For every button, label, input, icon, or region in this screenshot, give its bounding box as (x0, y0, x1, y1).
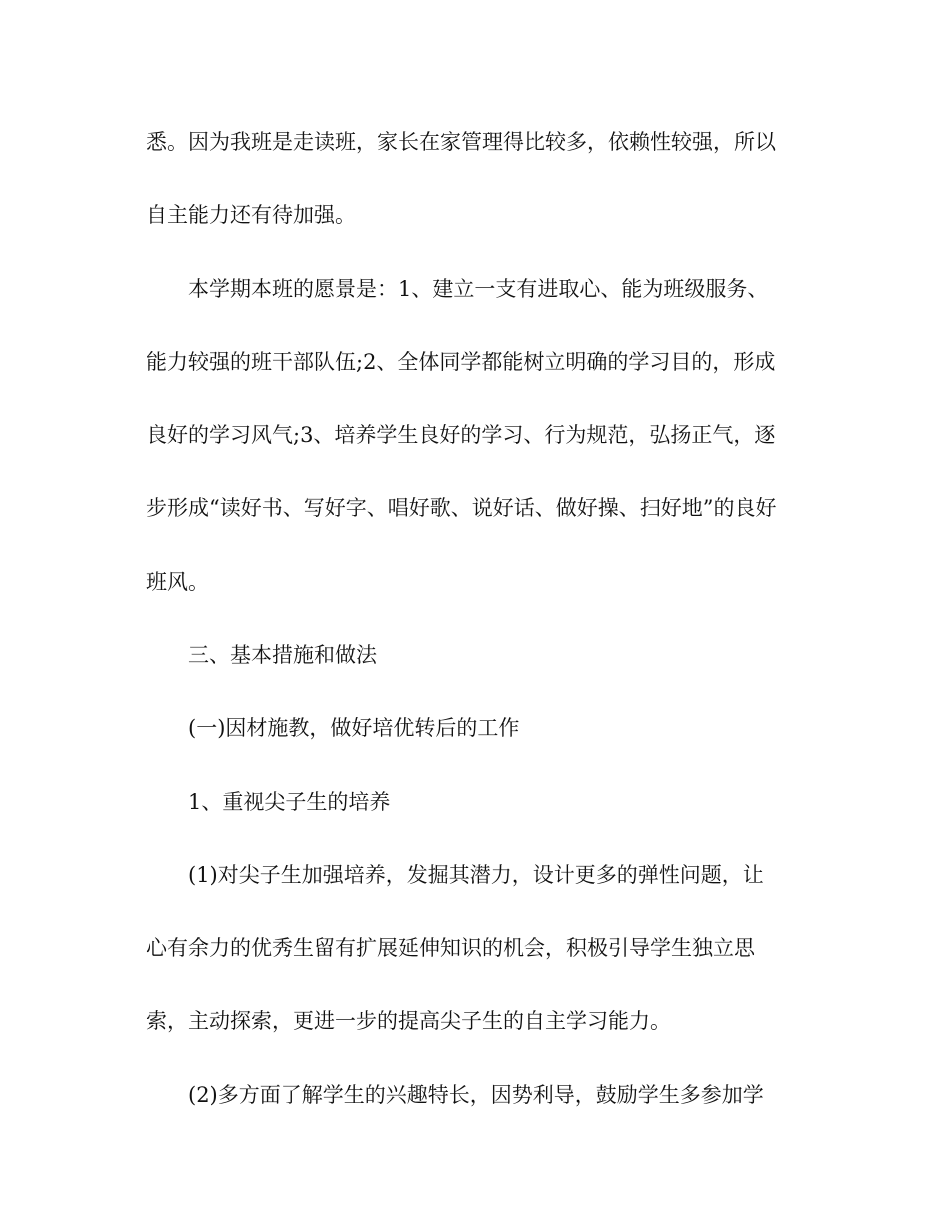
text-line: 能力较强的班干部队伍;2、全体同学都能树立明确的学习目的，形成 (146, 350, 776, 374)
paragraph-start-line: (1)对尖子生加强培养，发掘其潜力，设计更多的弹性问题，让 (188, 863, 764, 887)
text-line: 自主能力还有待加强。 (146, 203, 356, 227)
text-line: 班风。 (146, 570, 209, 594)
section-heading: 三、基本措施和做法 (188, 643, 377, 667)
item-heading: 1、重视尖子生的培养 (188, 790, 391, 814)
paragraph-start-line: 本学期本班的愿景是：1、建立一支有进取心、能为班级服务、 (188, 277, 769, 301)
subsection-heading: (一)因材施教，做好培优转后的工作 (188, 716, 520, 740)
paragraph-start-line: (2)多方面了解学生的兴趣特长，因势利导，鼓励学生多参加学 (188, 1083, 764, 1107)
text-line: 步形成“读好书、写好字、唱好歌、说好话、做好操、扫好地”的良好 (146, 496, 777, 520)
text-line: 心有余力的优秀生留有扩展延伸知识的机会，积极引导学生独立思 (146, 936, 755, 960)
text-line: 良好的学习风气;3、培养学生良好的学习、行为规范，弘扬正气，逐 (146, 423, 776, 447)
text-line: 悉。因为我班是走读班，家长在家管理得比较多，依赖性较强，所以 (146, 130, 776, 154)
text-line: 索，主动探索，更进一步的提高尖子生的自主学习能力。 (146, 1009, 671, 1033)
